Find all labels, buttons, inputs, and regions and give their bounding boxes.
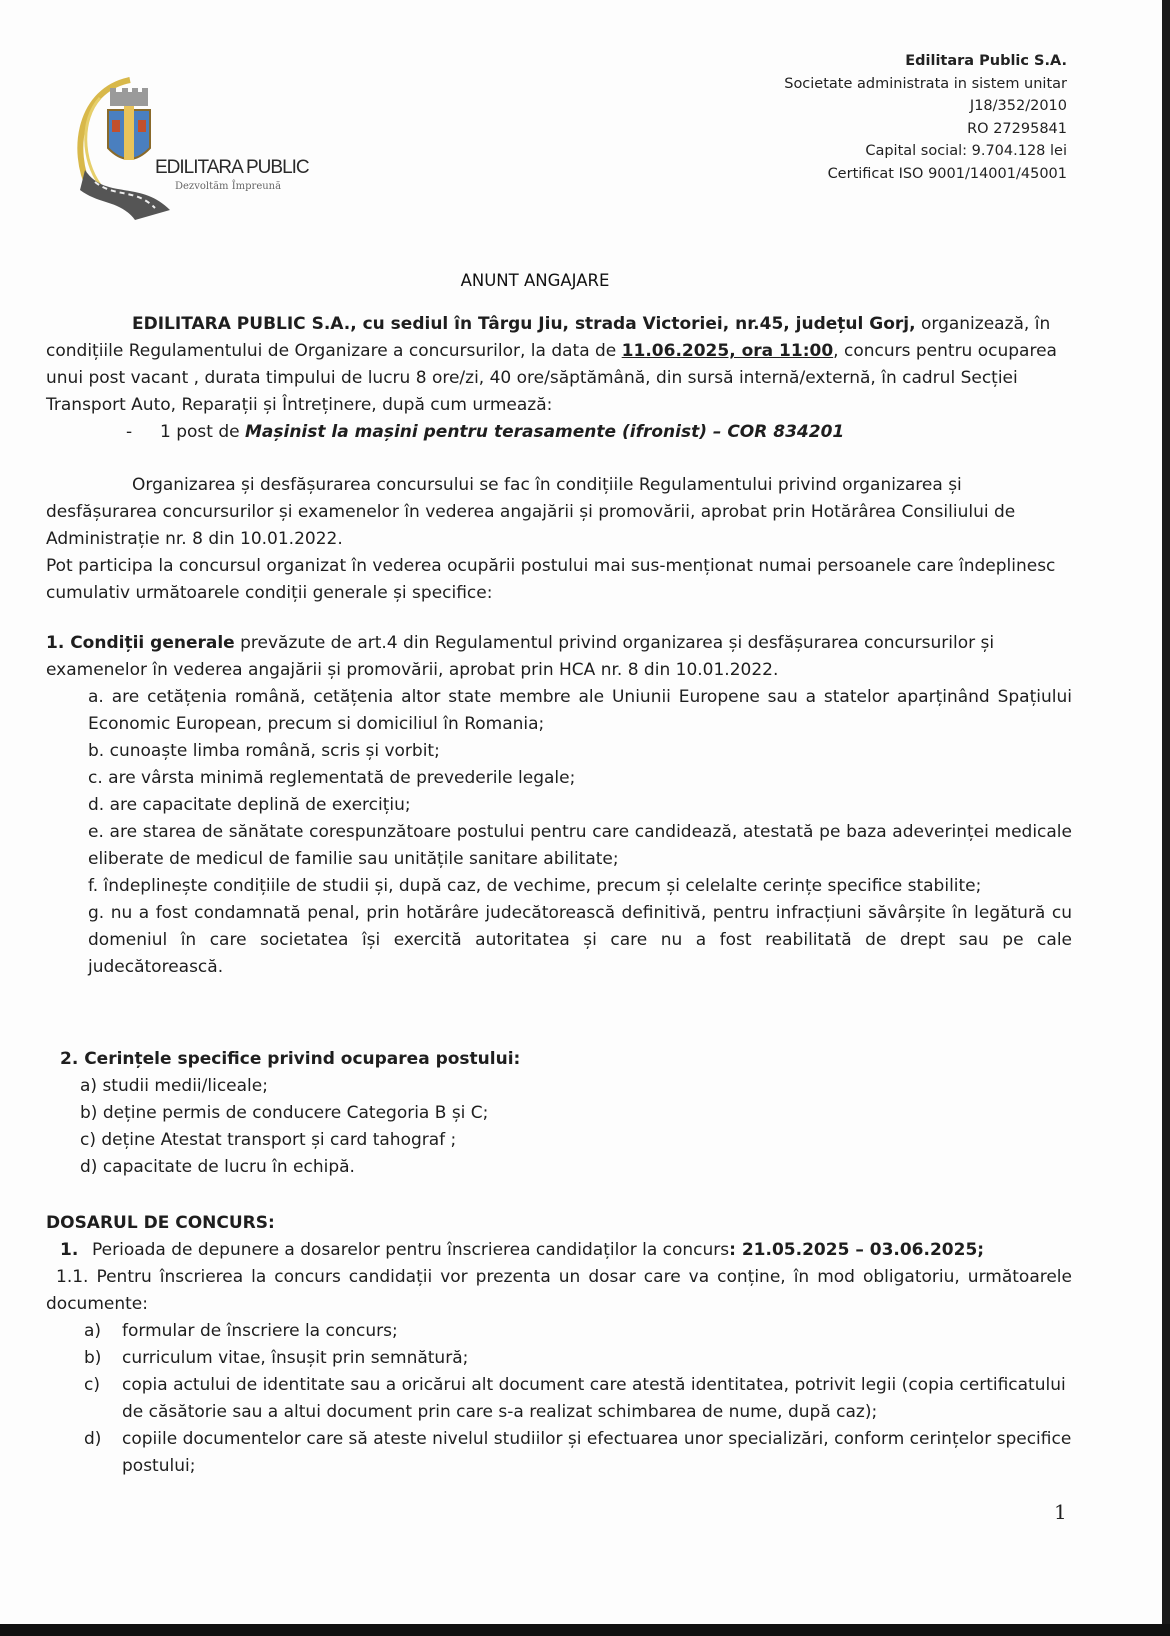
dossier-contents-intro: 1.1. Pentru înscrierea la concurs candidații vor prezenta un dosar care va conține, în mod obligatoriu, următoarele documente: bbox=[46, 1267, 1072, 1314]
list-item bbox=[84, 1318, 1072, 1345]
submission-period bbox=[46, 1237, 1072, 1264]
item-text: copiile documentelor care să ateste nivelul studiilor și efectuarea unor specializări, conform cerințelor specifice postului; bbox=[122, 1429, 1072, 1476]
company-logo bbox=[60, 70, 330, 220]
general-conditions-list bbox=[46, 684, 1072, 981]
intro-section bbox=[46, 311, 1072, 446]
organizare-section bbox=[46, 472, 1072, 607]
contest-date: 11.06.2025, ora 11:00 bbox=[621, 341, 834, 361]
company-line: J18/352/2010 bbox=[969, 98, 1067, 114]
item-text: copia actului de identitate sau a oricărui alt document care atestă identitatea, potrivit legii (copia certificatului de căsătorie sau a altui document prin care s-a realizat schimbarea de nume, după caz); bbox=[122, 1375, 1066, 1422]
dossier-list bbox=[46, 1318, 1072, 1480]
list-item: a. are cetățenia română, cetățenia altor state membre ale Uniunii Europene sau a statelor aparținând Spațiului Economic European, precum si domiciliul în Romania; bbox=[88, 687, 1072, 734]
post-name: Mașinist la mașini pentru terasamente (ifronist) – COR 834201 bbox=[245, 422, 845, 442]
list-item: c) deține Atestat transport și card tahograf ; bbox=[80, 1130, 457, 1150]
list-item: b) deține permis de conducere Categoria B și C; bbox=[80, 1103, 489, 1123]
list-item: f. îndeplinește condițiile de studii și, după caz, de vechime, precum și celelalte cerințe specifice stabilite; bbox=[88, 876, 982, 896]
submission-text: Perioada de depunere a dosarelor pentru înscrierea candidaților la concurs bbox=[92, 1240, 730, 1260]
eligibility-paragraph: Pot participa la concursul organizat în vederea ocupării postului mai sus-menționat numai persoanele care îndeplinesc cumulativ următoarele condiții generale și specifice: bbox=[46, 556, 1056, 603]
intro-text: organizează, în condițiile Regulamentului de Organizare a concursurilor, la data de bbox=[46, 314, 1051, 361]
document-title: ANUNT ANGAJARE bbox=[460, 271, 610, 290]
general-conditions-intro bbox=[46, 630, 1072, 684]
scan-edge-bottom bbox=[0, 1624, 1170, 1636]
specific-requirements-section bbox=[60, 1046, 1072, 1181]
logo-tagline: Dezvoltăm Împreună bbox=[175, 181, 282, 192]
requirements-heading: 2. Cerințele specifice privind ocuparea postului: bbox=[60, 1049, 521, 1069]
list-item: c. are vârsta minimă reglementată de prevederile legale; bbox=[88, 768, 576, 788]
organizare-paragraph: Organizarea și desfășurarea concursului se fac în condițiile Regulamentului privind organizarea și desfășurarea concursurilor și examenelor în vederea angajării și promovării, aprobat prin Hotărârea Consiliului de Administrație nr. 8 din 10.01.2022. bbox=[46, 475, 1016, 549]
item-label: a) bbox=[84, 1321, 102, 1341]
company-name: Edilitara Public S.A. bbox=[905, 53, 1067, 69]
list-item: g. nu a fost condamnată penal, prin hotărâre judecătorească definitivă, pentru infracțiuni săvârșite în legătură cu domeniul în care societatea își exercită autoritatea și care nu a fost reabilitată de drept sau pe cale judecătorească. bbox=[88, 903, 1072, 977]
company-line: Capital social: 9.704.128 lei bbox=[865, 143, 1067, 159]
dossier-heading: DOSARUL DE CONCURS: bbox=[46, 1213, 275, 1233]
company-line: Societate administrata in sistem unitar bbox=[784, 75, 1067, 92]
intro-text: , concurs pentru ocuparea unui post vacant , durata timpului de lucru 8 ore/zi, 40 ore/săptămână, din sursă internă/externă, în cadrul Secției Transport Auto, Reparații și Întreținere, după cum urmează: bbox=[46, 341, 1057, 415]
company-info bbox=[784, 50, 1067, 185]
general-conditions-section bbox=[46, 630, 1072, 981]
logo-emblem-icon bbox=[60, 70, 330, 220]
list-item: b. cunoaște limba română, scris și vorbit; bbox=[88, 741, 440, 761]
item-text: curriculum vitae, însușit prin semnătură; bbox=[122, 1348, 469, 1368]
item-label: d) bbox=[84, 1429, 102, 1449]
list-item: d) capacitate de lucru în echipă. bbox=[80, 1157, 355, 1177]
intro-paragraph bbox=[46, 311, 1072, 419]
list-item: a) studii medii/liceale; bbox=[80, 1076, 268, 1096]
list-item bbox=[84, 1426, 1072, 1480]
list-item: e. are starea de sănătate corespunzătoare postului pentru care candidează, atestată pe baza adeverinței medicale eliberate de medicul de familie sau unitățile sanitare abilitate; bbox=[88, 822, 1072, 869]
company-line: Certificat ISO 9001/14001/45001 bbox=[827, 165, 1067, 182]
dossier-section bbox=[46, 1210, 1072, 1480]
post-line bbox=[46, 419, 1072, 446]
post-prefix: 1 post de bbox=[160, 422, 245, 442]
company-line: RO 27295841 bbox=[967, 120, 1067, 137]
requirements-list bbox=[60, 1073, 1072, 1181]
item-label: c) bbox=[84, 1375, 100, 1395]
page-number: 1 bbox=[1054, 1500, 1067, 1524]
item-text: formular de înscriere la concurs; bbox=[122, 1321, 398, 1341]
dash-bullet: - bbox=[126, 422, 133, 442]
item-label: b) bbox=[84, 1348, 102, 1368]
list-item bbox=[84, 1345, 1072, 1372]
general-conditions-text: prevăzute de art.4 din Regulamentul privind organizarea și desfășurarea concursurilor și examenelor în vederea angajării și promovării, aprobat prin HCA nr. 8 din 10.01.2022. bbox=[46, 633, 995, 680]
submission-dates: : 21.05.2025 – 03.06.2025; bbox=[729, 1240, 985, 1260]
list-item: d. are capacitate deplină de exercițiu; bbox=[88, 795, 411, 815]
item-number: 1. bbox=[60, 1240, 79, 1260]
general-conditions-heading: 1. Condiții generale bbox=[46, 633, 235, 653]
scan-edge-right bbox=[1162, 0, 1170, 1636]
intro-lead: EDILITARA PUBLIC S.A., cu sediul în Târgu Jiu, strada Victoriei, nr.45, județul Gorj, bbox=[132, 314, 916, 334]
logo-name: EDILITARA PUBLIC bbox=[155, 157, 309, 178]
list-item bbox=[84, 1372, 1072, 1426]
